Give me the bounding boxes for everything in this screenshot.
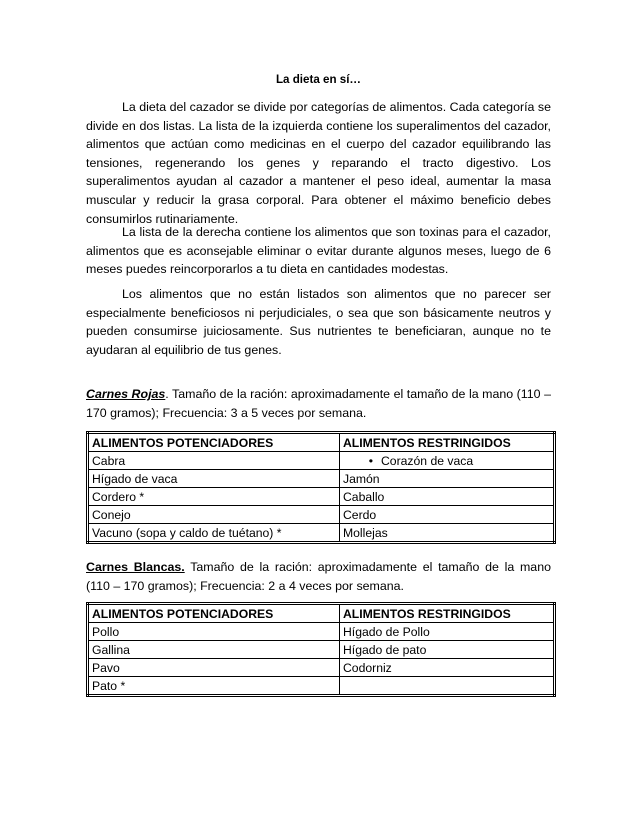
section-description: . Tamaño de la ración: aproximadamente el tamaño de la mano (110 – 170 gramos); Frecuencia: 3 a 5 veces por semana. <box>86 387 551 420</box>
paragraph-intro-text: La dieta del cazador se divide por categorías de alimentos. Cada categoría se divide en dos listas. La lista de la izquierda contiene los superalimentos del cazador, alimentos que actúan como medicinas en el cuerpo del cazador equilibrando las tensiones, regenerando los genes y reparando el tracto digestivo. Los superalimentos ayudan al cazador a mantener el peso ideal, aumentar la masa muscular y reducir la grasa corporal. Para obtener el máximo beneficio debes consumirlos rutinariamente. <box>86 100 551 226</box>
cell-potenciador: Vacuno (sopa y caldo de tuétano) * <box>88 524 340 543</box>
cell-restringido: Hígado de pato <box>340 641 555 659</box>
section-description: Tamaño de la ración: aproximadamente el tamaño de la mano (110 – 170 gramos); Frecuencia: 2 a 4 veces por semana. <box>86 560 551 593</box>
section-name: Carnes Rojas <box>86 387 166 401</box>
table-row <box>88 488 555 506</box>
cell-potenciador: Cordero * <box>88 488 340 506</box>
table-header-row <box>88 433 555 452</box>
table-row <box>88 623 555 641</box>
cell-potenciador: Conejo <box>88 506 340 524</box>
paragraph-intro <box>86 98 551 228</box>
cell-restringido: Mollejas <box>340 524 555 543</box>
section-heading-carnes-blancas <box>86 558 551 596</box>
cell-potenciador: Pavo <box>88 659 340 677</box>
table-row <box>88 506 555 524</box>
cell-restringido: Hígado de Pollo <box>340 623 555 641</box>
cell-restringido: Caballo <box>340 488 555 506</box>
cell-restringido: Cerdo <box>340 506 555 524</box>
cell-potenciador: Pollo <box>88 623 340 641</box>
table-row <box>88 452 555 470</box>
cell-potenciador: Hígado de vaca <box>88 470 340 488</box>
bullet-icon: • <box>368 453 373 468</box>
cell-restringido-text: Corazón de vaca <box>381 453 474 468</box>
cell-restringido: Jamón <box>340 470 555 488</box>
header-potenciadores: ALIMENTOS POTENCIADORES <box>88 433 340 452</box>
cell-restringido <box>340 677 555 696</box>
table-row <box>88 659 555 677</box>
header-potenciadores: ALIMENTOS POTENCIADORES <box>88 604 340 623</box>
section-name: Carnes Blancas. <box>86 560 185 574</box>
paragraph-right-list <box>86 223 551 279</box>
page-title: La dieta en sí… <box>275 73 362 86</box>
paragraph-unlisted-text: Los alimentos que no están listados son alimentos que no parecer ser especialmente beneficiosos ni perjudiciales, o sea que son básicamente neutros y pueden consumirse juiciosamente. Sus nutrientes te beneficiaran, aunque no te ayudaran al equilibrio de tus genes. <box>86 287 551 357</box>
cell-potenciador: Pato * <box>88 677 340 696</box>
section-heading-carnes-rojas <box>86 385 551 423</box>
cell-potenciador: Gallina <box>88 641 340 659</box>
table-header-row <box>88 604 555 623</box>
cell-restringido: Codorniz <box>340 659 555 677</box>
header-restringidos: ALIMENTOS RESTRINGIDOS <box>340 433 555 452</box>
table-row <box>88 677 555 696</box>
table-row <box>88 641 555 659</box>
cell-restringido <box>340 452 555 470</box>
table-carnes-rojas <box>86 431 556 544</box>
paragraph-unlisted <box>86 285 551 359</box>
header-restringidos: ALIMENTOS RESTRINGIDOS <box>340 604 555 623</box>
table-carnes-blancas <box>86 602 556 697</box>
table-row <box>88 524 555 543</box>
paragraph-right-list-text: La lista de la derecha contiene los alimentos que son toxinas para el cazador, alimentos que es aconsejable eliminar o evitar durante algunos meses, luego de 6 meses puedes reincorporarlos a tu dieta en cantidades modestas. <box>86 225 551 277</box>
cell-potenciador: Cabra <box>88 452 340 470</box>
table-row <box>88 470 555 488</box>
